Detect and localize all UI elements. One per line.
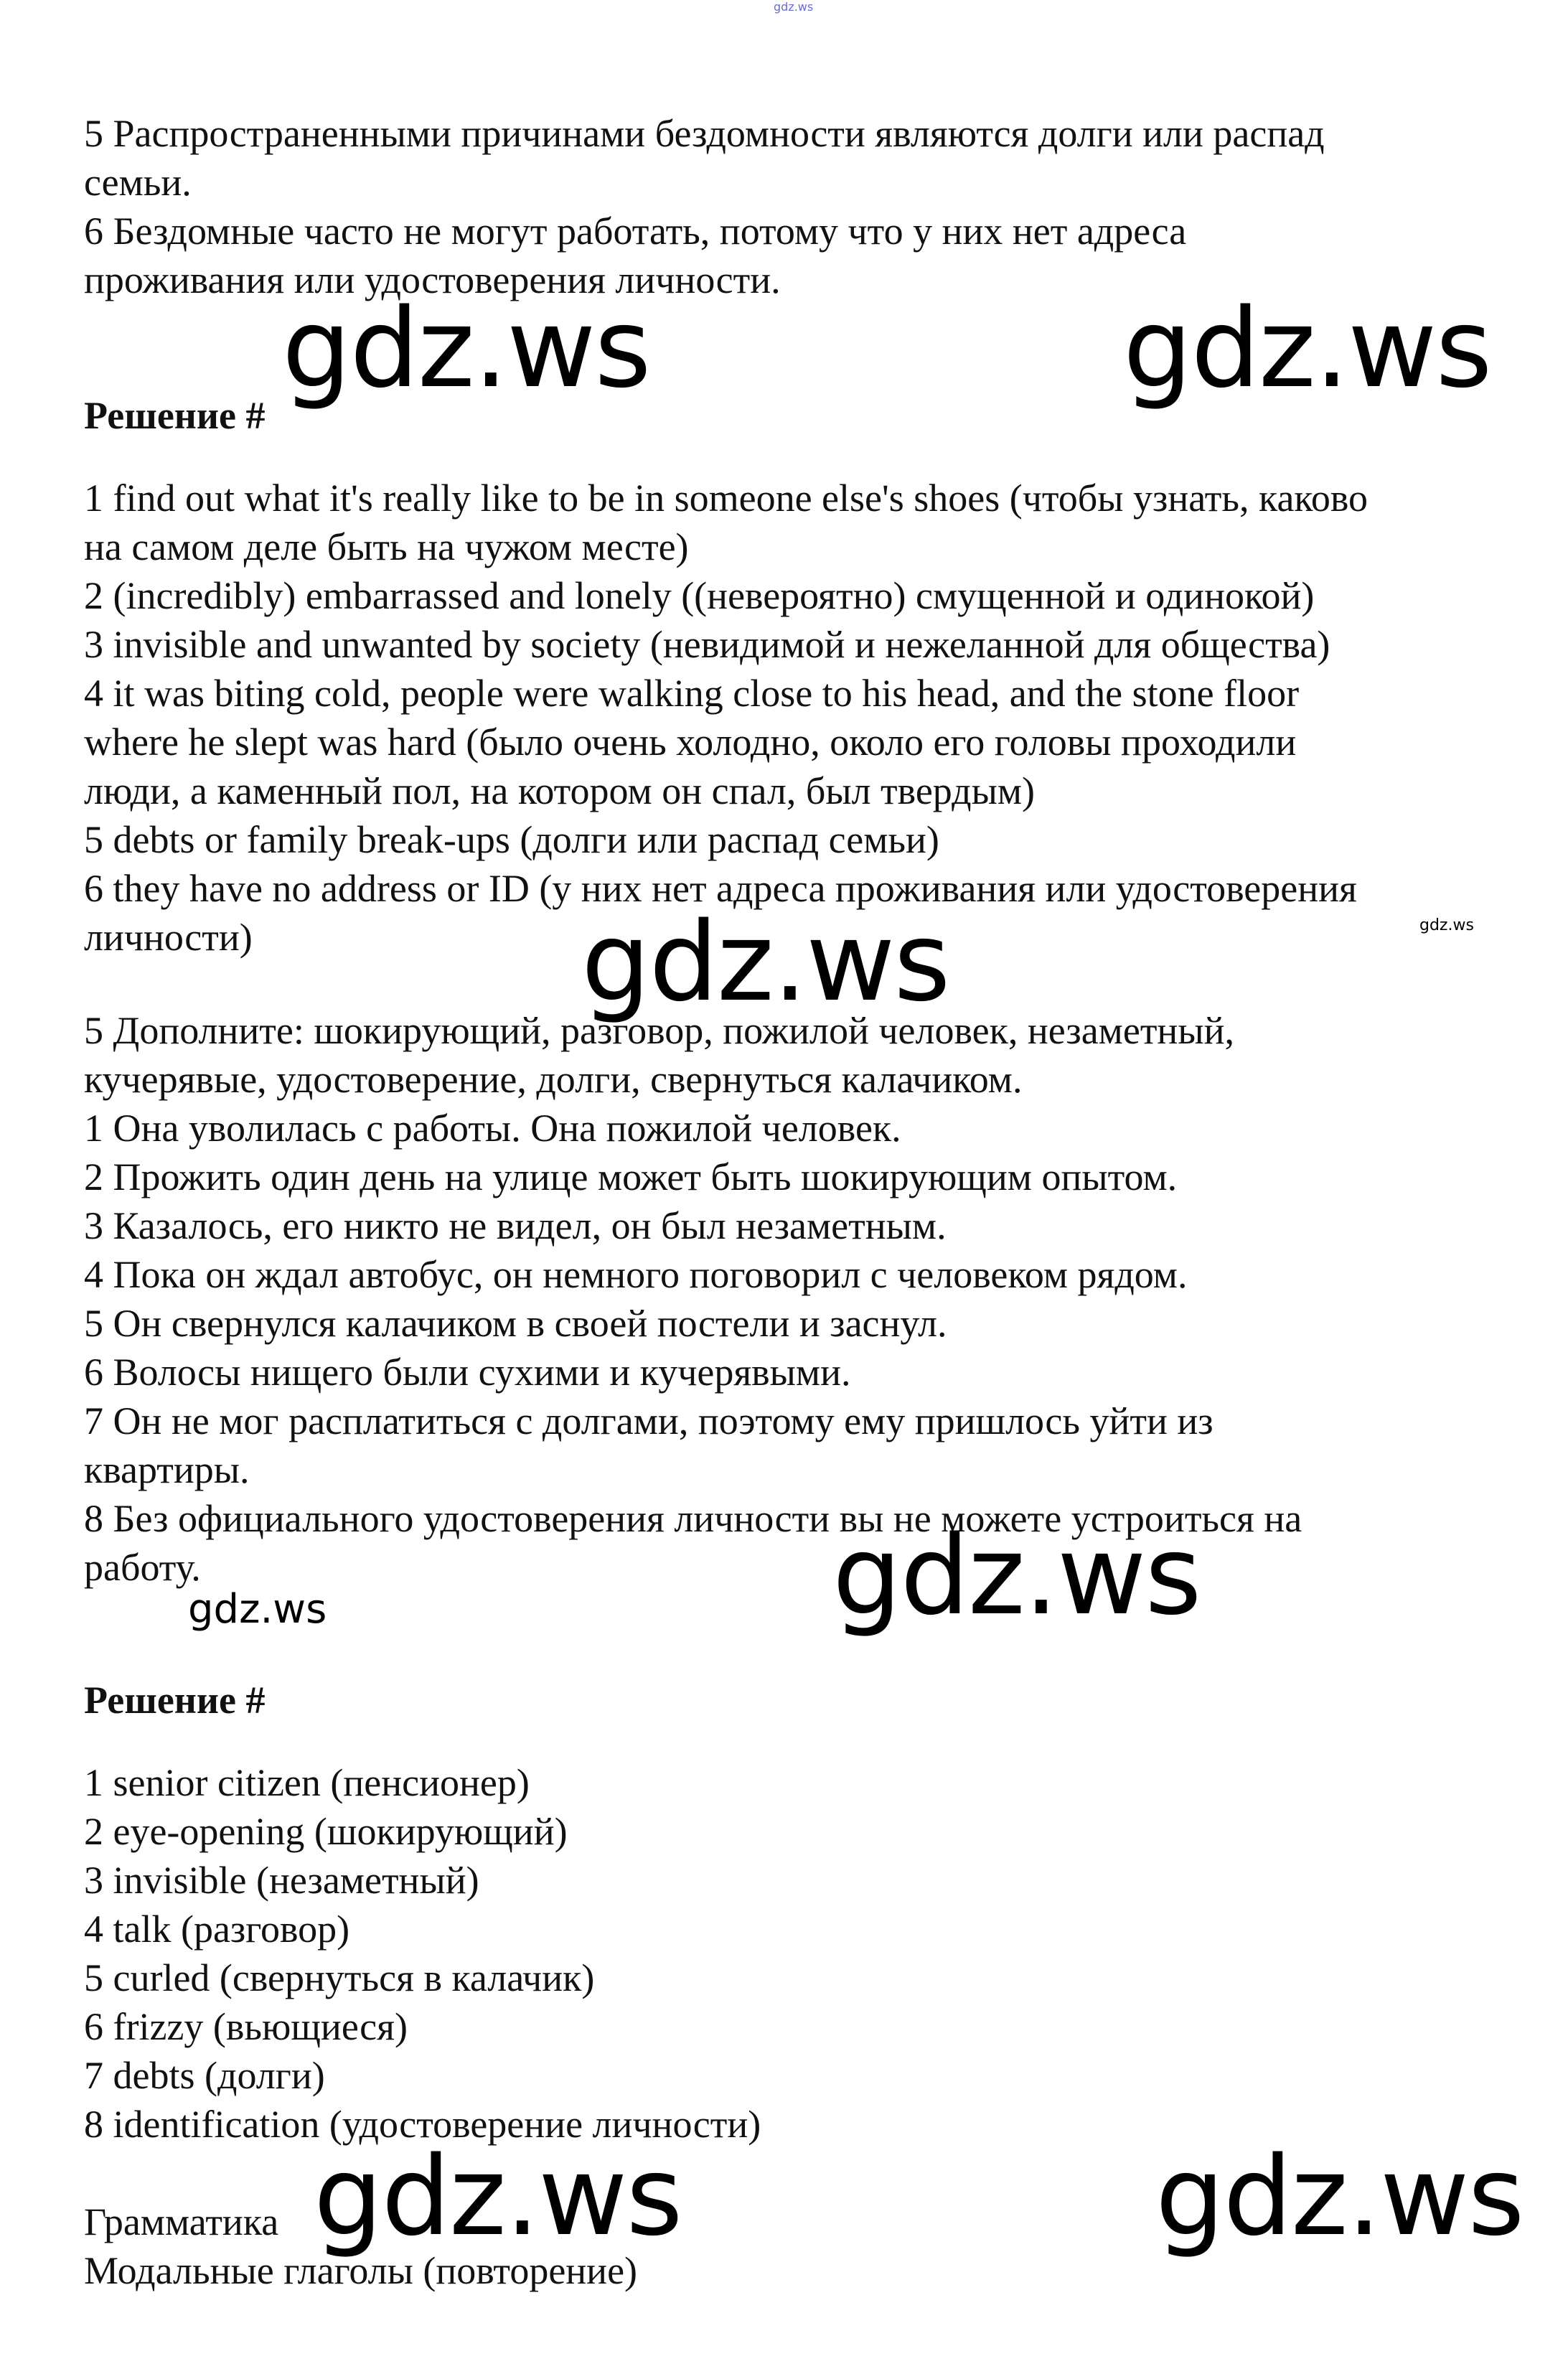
solution-line: 1 find out what it's really like to be in someone else's shoes (чтобы узнать, каково [84,477,1369,520]
section-title: Грамматика [84,2200,279,2243]
solution-line: люди, а каменный пол, на котором он спал, был твердым) [84,769,1036,812]
watermark: gdz.ws [581,898,949,1026]
watermark: gdz.ws [1123,285,1491,412]
text-line: 5 Распространенными причинами бездомности являются долги или распад [84,112,1325,155]
solution-heading: Решение # [84,394,266,437]
exercise-line: квартиры. [84,1448,250,1491]
solution-line: 8 identification (удостоверение личности) [84,2103,761,2146]
solution-line: where he slept was hard (было очень холодно, около его головы проходили [84,721,1297,764]
exercise-line: 1 Она уволилась с работы. Она пожилой человек. [84,1107,901,1150]
solution-line: 6 they have no address or ID (у них нет адреса проживания или удостоверения [84,867,1357,910]
section-subtitle: Модальные глаголы (повторение) [84,2249,638,2292]
solution-line: 3 invisible (незаметный) [84,1859,479,1902]
solution-line: 4 talk (разговор) [84,1908,350,1951]
solution-line: на самом деле быть на чужом месте) [84,525,689,568]
solution-line: 5 curled (свернуться в калачик) [84,1956,595,1999]
solution-line: 7 debts (долги) [84,2054,325,2097]
solution-line: 2 (incredibly) embarrassed and lonely ((невероятно) смущенной и одинокой) [84,574,1315,617]
solution-line: 5 debts or family break-ups (долги или распад семьи) [84,818,939,861]
exercise-line: 4 Пока он ждал автобус, он немного поговорил с человеком рядом. [84,1253,1188,1296]
solution-line: 3 invisible and unwanted by society (невидимой и нежеланной для общества) [84,623,1330,666]
exercise-line: 5 Дополните: шокирующий, разговор, пожилой человек, незаметный, [84,1009,1234,1052]
exercise-line: 7 Он не мог расплатиться с долгами, поэтому ему пришлось уйти из [84,1399,1213,1442]
solution-line: личности) [84,916,253,959]
watermark-tiny: gdz.ws [774,0,814,14]
solution-line: 2 eye-opening (шокирующий) [84,1810,568,1853]
solution-line: 4 it was biting cold, people were walking close to his head, and the stone floor [84,672,1300,715]
solution-line: 6 frizzy (вьющиеся) [84,2005,408,2048]
watermark: gdz.ws [832,1512,1201,1639]
exercise-line: 6 Волосы нищего были сухими и кучерявыми. [84,1351,851,1394]
exercise-line: 2 Прожить один день на улице может быть шокирующим опытом. [84,1155,1178,1198]
exercise-line: работу. [84,1546,201,1589]
watermark: gdz.ws [314,2133,682,2260]
exercise-line: 8 Без официального удостоверения личности вы не можете устроиться на [84,1497,1302,1540]
exercise-line: 3 Казалось, его никто не видел, он был незаметным. [84,1204,947,1247]
text-line: семьи. [84,161,192,204]
watermark: gdz.ws [282,285,650,412]
watermark-small: gdz.ws [1419,916,1474,934]
solution-line: 1 senior citizen (пенсионер) [84,1761,530,1804]
solution-heading: Решение # [84,1679,266,1722]
watermark-medium: gdz.ws [188,1586,327,1633]
text-line: 6 Бездомные часто не могут работать, потому что у них нет адреса [84,210,1187,253]
exercise-line: кучерявые, удостоверение, долги, свернуться калачиком. [84,1058,1023,1101]
exercise-line: 5 Он свернулся калачиком в своей постели и заснул. [84,1302,947,1345]
text-line: проживания или удостоверения личности. [84,258,781,301]
watermark: gdz.ws [1155,2133,1524,2260]
